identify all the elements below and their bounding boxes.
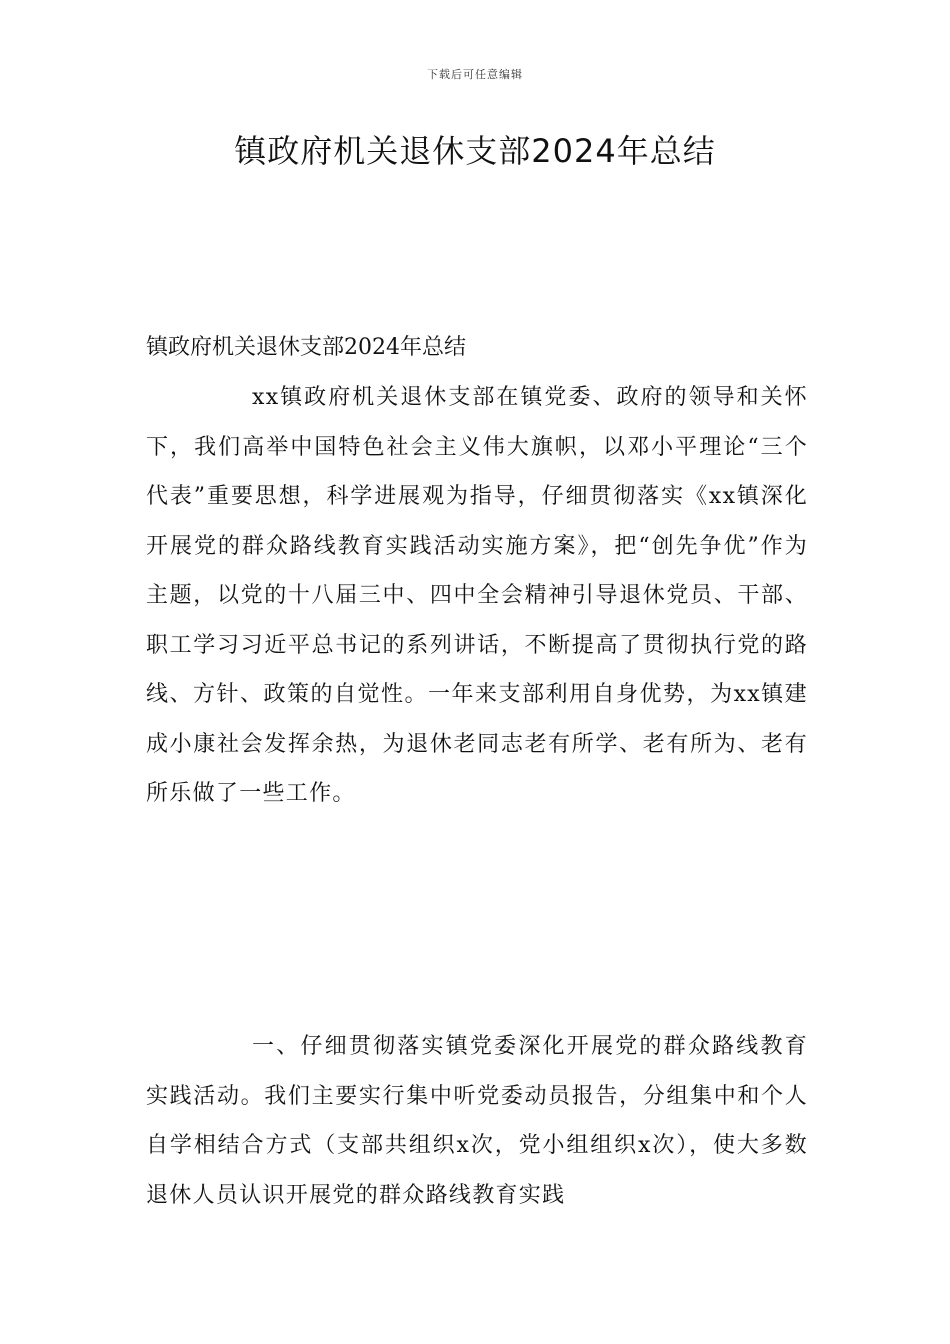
document-title: 镇政府机关退休支部2024年总结 — [234, 132, 716, 170]
body-paragraph: 一、仔细贯彻落实镇党委深化开展党的群众路线教育实践活动。我们主要实行集中听党委动员报告，分组集中和个人自学相结合方式（支部共组织x次，党小组组织x次），使大多数退休人员认识开展党的群众路线教育实践 — [146, 1034, 808, 1208]
document-subtitle: 镇政府机关退休支部2024年总结 — [146, 335, 466, 360]
body-paragraph: xx镇政府机关退休支部在镇党委、政府的领导和关怀下，我们高举中国特色社会主义伟大旗帜，以邓小平理论“三个代表”重要思想，科学进展观为指导，仔细贯彻落实《xx镇深化开展党的群众路线教育实践活动实施方案》，把“创先争优”作为主题，以党的十八届三中、四中全会精神引导退休党员、干部、职工学习习近平总书记的系列讲话，不断提高了贯彻执行党的路线、方针、政策的自觉性。一年来支部利用自身优势，为xx镇建成小康社会发挥余热，为退休老同志老有所学、老有所为、老有所乐做了一些工作。 — [146, 385, 808, 806]
header-note: 下载后可任意编辑 — [427, 68, 523, 81]
